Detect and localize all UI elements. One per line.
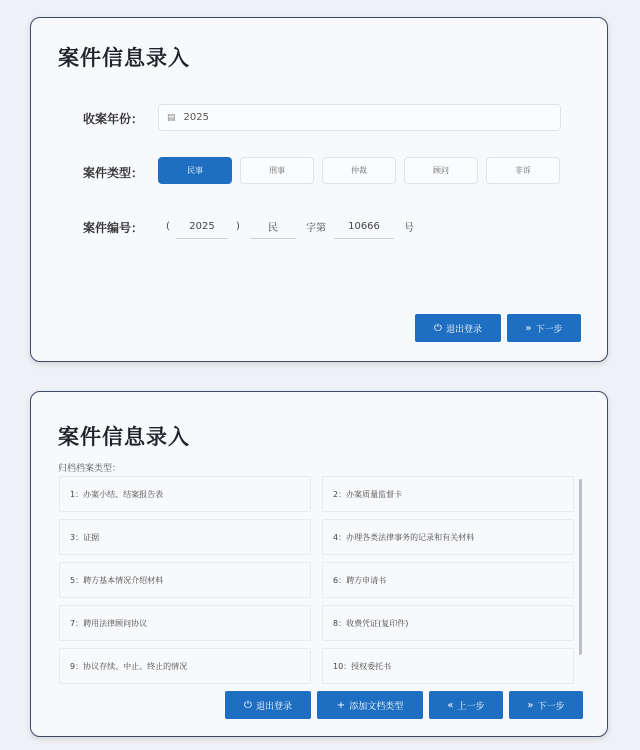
page-title-2: 案件信息录入 <box>58 425 190 449</box>
year-picker[interactable] <box>158 104 561 131</box>
next-button[interactable] <box>507 314 581 342</box>
power-icon: ⏻ <box>434 322 442 334</box>
case-type-group <box>158 157 560 184</box>
type-label: 案件类型： <box>83 166 144 180</box>
caseno-close-paren: ) <box>236 221 240 232</box>
year-value: 2025 <box>183 112 209 123</box>
doc-item[interactable]: 1：办案小结、结案报告表 <box>59 476 311 512</box>
type-button-civil[interactable]: 民事 <box>158 157 232 184</box>
calendar-icon: ▤ <box>167 112 176 123</box>
doc-item[interactable]: 9：协议存续、中止、终止的情况 <box>59 648 311 684</box>
exit-button-label: 退出登录 <box>445 324 482 335</box>
exit-button-label: 退出登录 <box>255 701 292 712</box>
prev-button[interactable] <box>429 691 503 719</box>
caseno-label: 案件编号： <box>83 221 144 235</box>
caseno-kind-field[interactable]: 民 <box>250 214 296 239</box>
caseno-zi-label: 字第 <box>306 223 326 234</box>
caseno-hao-label: 号 <box>404 223 414 234</box>
doc-item[interactable]: 4：办理各类法律事务的记录和有关材料 <box>322 519 574 555</box>
archive-type-label: 归档档案类型： <box>58 464 122 474</box>
prev-button-label: 上一步 <box>457 701 485 712</box>
case-info-card-step2 <box>30 391 608 737</box>
year-label: 收案年份： <box>83 112 144 126</box>
doc-item[interactable]: 8：收费凭证(复印件) <box>322 605 574 641</box>
doc-item[interactable]: 3：证据 <box>59 519 311 555</box>
type-button-consultant[interactable]: 顾问 <box>404 157 478 184</box>
double-chevron-right-icon: » <box>525 322 532 334</box>
power-icon: ⏻ <box>244 699 252 711</box>
doc-item[interactable]: 7：聘用法律顾问协议 <box>59 605 311 641</box>
doc-item[interactable]: 10：授权委托书 <box>322 648 574 684</box>
type-button-non-litigation[interactable]: 非诉 <box>486 157 560 184</box>
type-button-arbitration[interactable]: 仲裁 <box>322 157 396 184</box>
caseno-number-field[interactable]: 10666 <box>334 214 394 239</box>
next-button-label: 下一步 <box>535 324 563 335</box>
plus-icon: + <box>336 699 346 711</box>
caseno-open-paren: ( <box>166 221 170 232</box>
double-chevron-right-icon: » <box>527 699 534 711</box>
page-title: 案件信息录入 <box>58 46 190 70</box>
doc-item[interactable]: 2：办案质量监督卡 <box>322 476 574 512</box>
exit-button-2[interactable] <box>225 691 311 719</box>
add-doc-type-button[interactable] <box>317 691 423 719</box>
next-button-label: 下一步 <box>537 701 565 712</box>
next-button-2[interactable] <box>509 691 583 719</box>
case-info-card-step1 <box>30 17 608 362</box>
doc-item[interactable]: 5：聘方基本情况介绍材料 <box>59 562 311 598</box>
double-chevron-left-icon: « <box>447 699 454 711</box>
type-button-criminal[interactable]: 刑事 <box>240 157 314 184</box>
scrollbar[interactable] <box>579 479 582 655</box>
add-doc-type-label: 添加文档类型 <box>349 701 404 712</box>
caseno-year-field[interactable]: 2025 <box>176 214 228 239</box>
doc-item[interactable]: 6：聘方申请书 <box>322 562 574 598</box>
case-number-row <box>166 214 414 239</box>
exit-button[interactable] <box>415 314 501 342</box>
